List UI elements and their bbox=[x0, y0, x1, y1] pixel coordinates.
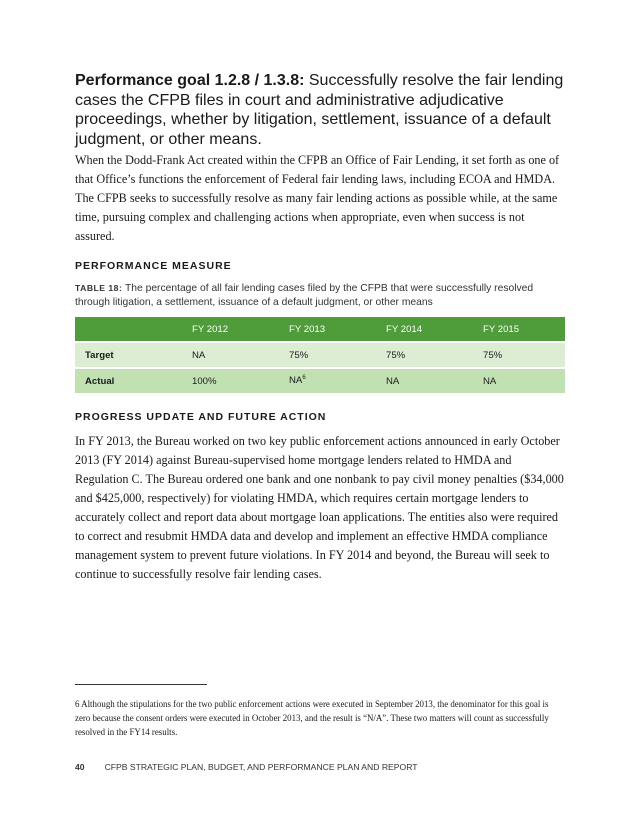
performance-measure-heading: PERFORMANCE MEASURE bbox=[75, 260, 232, 272]
table-header-row bbox=[75, 317, 565, 342]
footnote: 6 Although the stipulations for the two public enforcement actions were executed in September 2013, the denominator for this goal is zero because the consent orders were executed in October 2013, and the result is “N/A”. These two matters will count as successfully resolved in the FY14 results. bbox=[75, 699, 549, 737]
table-caption-text: The percentage of all fair lending cases filed by the CFPB that were successfully resolved through litigation, a settlement, issuance of a default judgment, or other means bbox=[75, 283, 534, 308]
table-cell: 75% bbox=[483, 342, 565, 368]
table-header-cell bbox=[75, 317, 192, 342]
table-cell-value: NA bbox=[289, 375, 303, 387]
table-header-cell: FY 2013 bbox=[289, 317, 386, 342]
table-cell: NA bbox=[386, 368, 483, 393]
performance-table bbox=[75, 317, 565, 393]
table-header-cell: FY 2015 bbox=[483, 317, 565, 342]
table-cell bbox=[289, 368, 386, 393]
row-label: Target bbox=[75, 342, 192, 368]
table-label: TABLE 18: bbox=[75, 283, 123, 293]
footnote-divider bbox=[75, 684, 207, 685]
intro-paragraph: When the Dodd-Frank Act created within the CFPB an Office of Fair Lending, it set forth as one of that Office’s functions the enforcement of Federal fair lending laws, including ECOA and HMDA. The CFPB seeks to successfully resolve as many fair lending actions as possible while, at the same time, pursuing complex and challenging actions when appropriate, even when success is not assured. bbox=[75, 153, 560, 243]
table-header-cell: FY 2014 bbox=[386, 317, 483, 342]
row-label: Actual bbox=[75, 368, 192, 393]
footer-title: CFPB STRATEGIC PLAN, BUDGET, AND PERFORMANCE PLAN AND REPORT bbox=[104, 762, 418, 772]
progress-paragraph: In FY 2013, the Bureau worked on two key public enforcement actions announced in early October 2013 (FY 2014) against Bureau-supervised home mortgage lenders related to HMDA and Regulation C. The Bureau ordered one bank and one nonbank to pay civil money penalties ($34,000 and $425,000, respectively) for violating HMDA, which requires certain mortgage lenders to accurately collect and report data about mortgage loan applications. The entities also were required to correct and resubmit HMDA data and develop and implement an effective HMDA compliance management system to prevent future violations. In FY 2014 and beyond, the Bureau will seek to continue to successfully resolve fair lending cases. bbox=[75, 434, 564, 581]
performance-goal bbox=[75, 71, 565, 149]
footnote-marker: 6 bbox=[302, 375, 306, 382]
goal-text: Successfully resolve the fair lending cases the CFPB files in court and administrative adjudicative proceedings, whether by litigation, settlement, issuance of a default judgment, or other means. bbox=[75, 72, 564, 148]
table-cell: 75% bbox=[386, 342, 483, 368]
table-cell: 100% bbox=[192, 368, 289, 393]
table-caption bbox=[75, 281, 565, 310]
table-row bbox=[75, 342, 565, 368]
table-header-cell: FY 2012 bbox=[192, 317, 289, 342]
table-cell: NA bbox=[483, 368, 565, 393]
goal-label: Performance goal 1.2.8 / 1.3.8: bbox=[75, 72, 305, 89]
page-footer bbox=[75, 762, 418, 772]
page-number: 40 bbox=[75, 762, 85, 772]
table-cell: NA bbox=[192, 342, 289, 368]
table-cell: 75% bbox=[289, 342, 386, 368]
progress-heading: PROGRESS UPDATE AND FUTURE ACTION bbox=[75, 411, 327, 423]
table-row bbox=[75, 368, 565, 393]
